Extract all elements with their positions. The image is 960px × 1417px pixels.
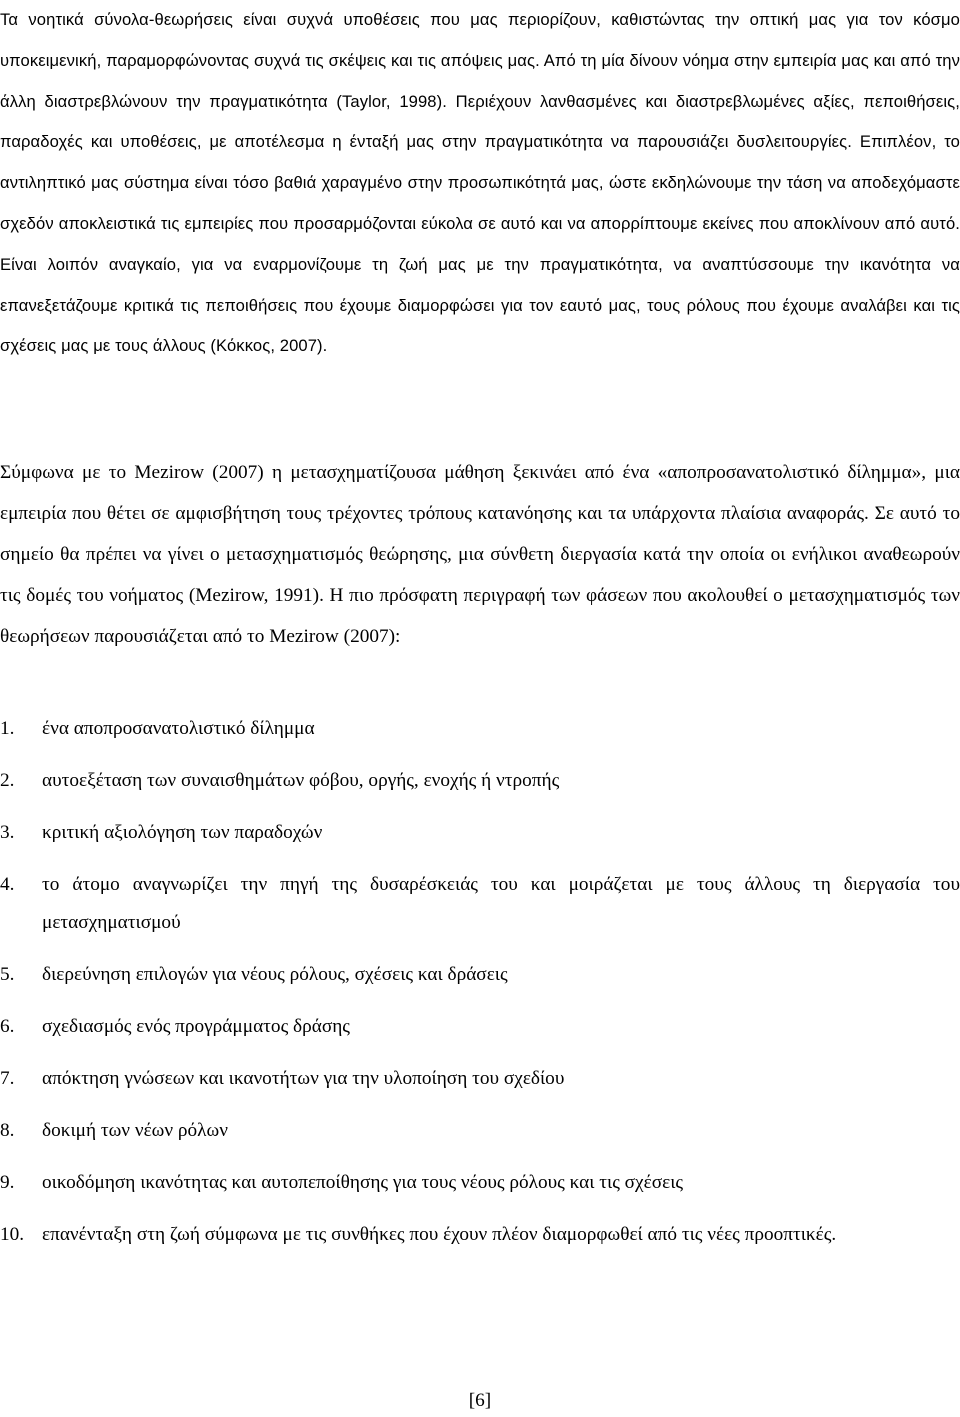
list-item xyxy=(0,1112,960,1150)
list-item-text: σχεδιασμός ενός προγράμματος δράσης xyxy=(42,1016,350,1037)
list-item-number: 5. xyxy=(0,964,15,985)
page-number: [6] xyxy=(468,1390,492,1411)
list-item xyxy=(0,1164,960,1202)
list-item-number: 7. xyxy=(0,1068,15,1089)
list-item-text: οικοδόμηση ικανότητας και αυτοπεποίθησης για τους νέους ρόλους και τις σχέσεις xyxy=(42,1172,684,1193)
list-item-number: 3. xyxy=(0,822,15,843)
list-item xyxy=(0,956,960,994)
list-item-number: 10. xyxy=(0,1224,25,1245)
list-item-number: 1. xyxy=(0,718,15,739)
list-item-number: 2. xyxy=(0,770,15,791)
list-item-text: ένα αποπροσανατολιστικό δίλημμα xyxy=(42,718,315,739)
list-item-text: αυτοεξέταση των συναισθημάτων φόβου, οργής, ενοχής ή ντροπής xyxy=(42,770,560,791)
list-item-text: διερεύνηση επιλογών για νέους ρόλους, σχέσεις και δράσεις xyxy=(42,964,508,985)
list-item-text: απόκτηση γνώσεων και ικανοτήτων για την υλοποίηση του σχεδίου xyxy=(42,1068,565,1089)
list-item xyxy=(0,1060,960,1098)
list-item-text: το άτομο αναγνωρίζει την πηγή της δυσαρέσκειάς του και μοιράζεται με τους άλλους τη διεργασία του μετασχηματισμού xyxy=(42,874,960,933)
list-item xyxy=(0,1008,960,1046)
list-item-text: δοκιμή των νέων ρόλων xyxy=(42,1120,228,1141)
paragraph-mental-sets: Τα νοητικά σύνολα-θεωρήσεις είναι συχνά υποθέσεις που μας περιορίζουν, καθιστώντας την οπτική μας για τον κόσμο υποκειμενική, παραμορφώνοντας συχνά τις σκέψεις και τις απόψεις μας. Από τη μία δίνουν νόημα στην εμπειρία μας και από την άλλη διαστρεβλώνουν την πραγματικότητα (Taylor, 1998). Περιέχουν λανθασμένες και διαστρεβλωμένες αξίες, πεποιθήσεις, παραδοχές και υποθέσεις, με αποτέλεσμα η ένταξή μας στην πραγματικότητα να παρουσιάζει δυσλειτουργίες. Επιπλέον, το αντιληπτικό μας σύστημα είναι τόσο βαθιά χαραγμένο στην προσωπικότητά μας, ώστε εκδηλώνουμε την τάση να αποδεχόμαστε σχεδόν αποκλειστικά τις εμπειρίες που προσαρμόζονται εύκολα σε αυτό και να απορρίπτουμε εκείνες που αποκλίνουν από αυτό. Είναι λοιπόν αναγκαίο, για να εναρμονίζουμε τη ζωή μας με την πραγματικότητα, να αναπτύσσουμε την ικανότητα να επανεξετάζουμε κριτικά τις πεποιθήσεις που έχουμε διαμορφώσει για τον εαυτό μας, τους ρόλους που έχουμε αναλάβει και τις σχέσεις μας με τους άλλους (Κόκκος, 2007). xyxy=(0,10,960,356)
list-item-number: 8. xyxy=(0,1120,15,1141)
list-item-text: κριτική αξιολόγηση των παραδοχών xyxy=(42,822,323,843)
transformation-phases-list xyxy=(0,710,960,1268)
list-item xyxy=(0,1216,960,1254)
list-item-number: 6. xyxy=(0,1016,15,1037)
list-item xyxy=(0,866,960,942)
list-item-number: 9. xyxy=(0,1172,15,1193)
list-item xyxy=(0,814,960,852)
paragraph-mezirow: Σύμφωνα με το Mezirow (2007) η μετασχηματίζουσα μάθηση ξεκινάει από ένα «αποπροσανατολιστικό δίλημμα», μια εμπειρία που θέτει σε αμφισβήτηση τους τρέχοντες τρόπους κατανόησης και τα υπάρχοντα πλαίσια αναφοράς. Σε αυτό το σημείο θα πρέπει να γίνει ο μετασχηματισμός θεώρησης, μια σύνθετη διεργασία κατά την οποία οι ενήλικοι αναθεωρούν τις δομές του νοήματος (Mezirow, 1991). Η πιο πρόσφατη περιγραφή των φάσεων που ακολουθεί ο μετασχηματισμός των θεωρήσεων παρουσιάζεται από το Mezirow (2007): xyxy=(0,462,960,647)
list-item-number: 4. xyxy=(0,874,15,895)
list-item xyxy=(0,762,960,800)
list-item-text: επανένταξη στη ζωή σύμφωνα με τις συνθήκες που έχουν πλέον διαμορφωθεί από τις νέες προοπτικές. xyxy=(42,1224,837,1245)
list-item xyxy=(0,710,960,748)
